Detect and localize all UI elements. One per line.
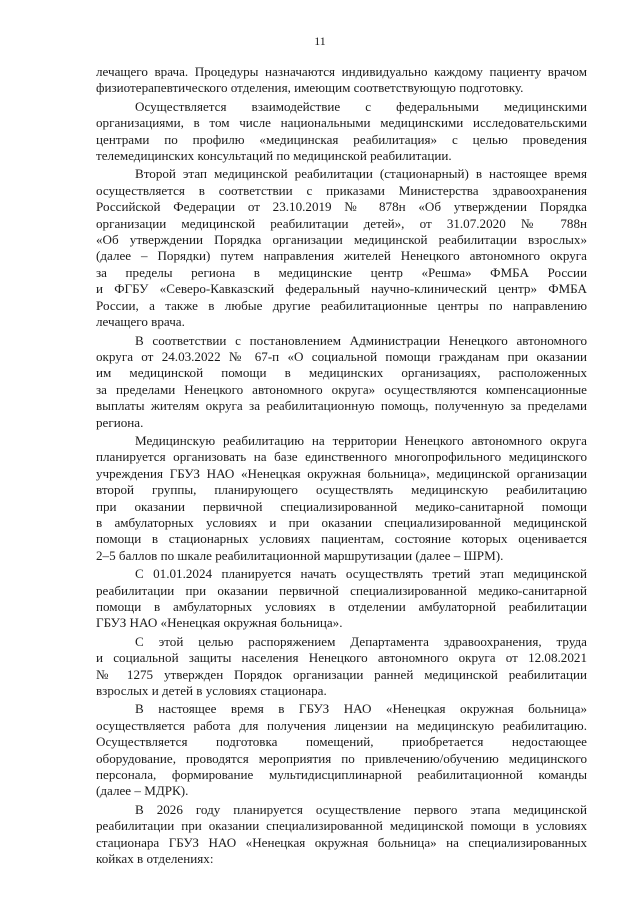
paragraph <box>96 802 587 868</box>
paragraph <box>96 701 587 799</box>
paragraph-line: им медицинской помощи в медицинских организациях, расположенных <box>96 365 587 381</box>
paragraph <box>96 634 587 700</box>
paragraph-line: лечащего врача. <box>96 314 185 330</box>
paragraph-line: и социальной защиты населения Ненецкого автономного округа от 12.08.2021 <box>96 650 587 666</box>
paragraph-line: региона. <box>96 414 144 430</box>
paragraph <box>96 64 587 97</box>
page-number: 11 <box>314 34 326 48</box>
paragraph-line: России, а также в любые другие реабилитационные центры по направлению <box>96 297 587 313</box>
paragraph-line: взрослых и детей в условиях стационара. <box>96 683 327 699</box>
paragraph-line: № 1275 утвержден Порядок организации ранней медицинской реабилитации <box>96 666 587 682</box>
paragraph-line: (далее – Порядки) путем направления жителей Ненецкого автономного округа <box>96 248 587 264</box>
paragraph-line: при оказании первичной специализированной медико-санитарной помощи <box>96 498 587 514</box>
paragraph <box>96 566 587 632</box>
paragraph <box>96 99 587 165</box>
paragraph-line: и ФГБУ «Северо-Кавказский федеральный научно-клинический центр» ФМБА <box>96 281 587 297</box>
paragraph-line: за пределы региона в медицинские центр «Решма» ФМБА России <box>96 264 587 280</box>
paragraph-line: С этой целью распоряжением Департамента здравоохранения, труда <box>135 633 587 649</box>
paragraph-line: выплаты жителям округа за реабилитационную помощь, полученную за пределами <box>96 398 587 414</box>
paragraph-line: 2–5 баллов по шкале реабилитационной маршрутизации (далее – ШРМ). <box>96 547 504 563</box>
paragraph-line: организациями, в том числе национальными медицинскими исследовательскими <box>96 115 587 131</box>
paragraph-line: В соответствии с постановлением Администрации Ненецкого автономного <box>135 332 587 348</box>
paragraph-line: койках в отделениях: <box>96 851 214 867</box>
paragraph-line: ГБУЗ НАО «Ненецкая окружная больница». <box>96 615 343 631</box>
paragraph-line: Осуществляется взаимодействие с федеральными медицинскими <box>135 98 587 114</box>
paragraph-line: лечащего врача. Процедуры назначаются индивидуально каждому пациенту врачом <box>96 64 587 79</box>
paragraph-line: реабилитации при оказании первичной специализированной медико-санитарной <box>96 582 587 598</box>
paragraph-line: округа от 24.03.2022 № 67-п «О социальной помощи гражданам при оказании <box>96 348 587 364</box>
paragraph-line: В 2026 году планируется осуществление первого этапа медицинской <box>135 801 587 817</box>
paragraph-line: осуществляется работа для получения лицензии на медицинскую реабилитацию. <box>96 717 587 733</box>
paragraph-line: В настоящее время в ГБУЗ НАО «Ненецкая окружная больница» <box>135 701 587 717</box>
paragraph-line: (далее – МДРК). <box>96 783 189 799</box>
paragraph-line: осуществляется в соответствии с приказами Министерства здравоохранения <box>96 182 587 198</box>
paragraph-line: Второй этап медицинской реабилитации (стационарный) в настоящее время <box>135 166 587 182</box>
paragraph-line: организации медицинской реабилитации детей», от 31.07.2020 № 788н <box>96 215 587 231</box>
paragraph-line: Российской Федерации от 23.10.2019 № 878н «Об утверждении Порядка <box>96 199 587 215</box>
paragraph-line: персонала, формирование мультидисциплинарной реабилитационной команды <box>96 767 587 783</box>
paragraph-line: учреждения ГБУЗ НАО «Ненецкая окружная больница», медицинской организации <box>96 465 587 481</box>
paragraph-line: «Об утверждении Порядка организации медицинской реабилитации взрослых» <box>96 232 587 248</box>
paragraph-line: Медицинскую реабилитацию на территории Ненецкого автономного округа <box>135 432 587 448</box>
paragraph-line: Осуществляется подготовка помещений, приобретается недостающее <box>96 734 587 750</box>
paragraph-line: С 01.01.2024 планируется начать осуществлять третий этап медицинской <box>135 566 587 582</box>
paragraph-line: телемедицинских консультаций по медицинской реабилитации. <box>96 148 452 164</box>
paragraph-line: помощи в стационарных условиях пациентам, состояние которых оценивается <box>96 531 587 547</box>
paragraph-line: стационара ГБУЗ НАО «Ненецкая окружная больница» на специализированных <box>96 834 587 850</box>
paragraph <box>96 433 587 564</box>
paragraph-line: помощи в амбулаторных условиях в отделении амбулаторной реабилитации <box>96 599 587 614</box>
paragraph-line: физиотерапевтического отделения, имеющим соответствующую подготовку. <box>96 80 524 96</box>
paragraph-line: реабилитации при оказании специализированной медицинской помощи в условиях <box>96 818 587 834</box>
paragraph <box>96 166 587 330</box>
paragraph-line: в амбулаторных условиях и при оказании специализированной медицинской <box>96 514 587 530</box>
paragraph-line: центрами по профилю «медицинская реабилитация» с целью проведения <box>96 131 587 147</box>
paragraph-line: второй группы, планирующего осуществлять медицинскую реабилитацию <box>96 482 587 498</box>
paragraph-line: за пределами Ненецкого автономного округа» осуществляются компенсационные <box>96 381 587 397</box>
paragraph-line: планируется организовать на базе единственного многопрофильного медицинского <box>96 449 587 465</box>
paragraph-line: оборудование, проводятся мероприятия по привлечению/обучению медицинского <box>96 750 587 766</box>
document-body <box>96 64 587 868</box>
paragraph <box>96 333 587 431</box>
